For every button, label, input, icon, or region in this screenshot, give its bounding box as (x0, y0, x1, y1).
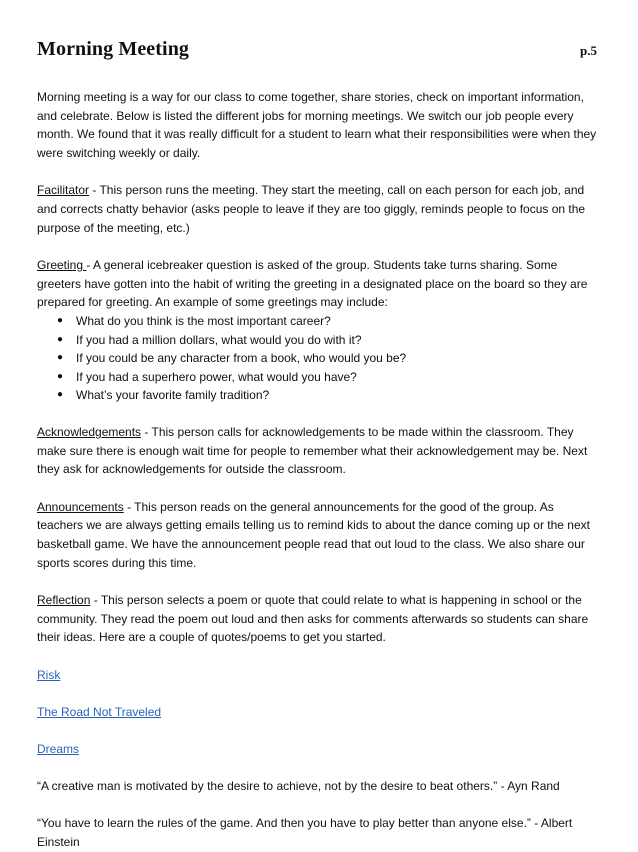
bullet-icon: ● (57, 370, 64, 382)
page-header (37, 38, 599, 68)
facilitator-heading: Facilitator (37, 183, 90, 198)
greeting-paragraph (37, 256, 599, 312)
list-item: ● If you had a superhero power, what would you have? (51, 368, 599, 387)
acknowledgements-heading: Acknowledgements (37, 425, 142, 440)
bullet-icon: ● (57, 315, 64, 327)
page-title: Morning Meeting (37, 38, 190, 60)
greeting-heading: Greeting (37, 257, 87, 272)
announcements-text: - This person reads on the general announcements for the good of the group. As teachers we are always getting emails telling us to remind kids to about the dance coming up or the next basketball game. We have the announcement people read that out loud to the class. We also share our sports scores during this time. (37, 499, 590, 570)
list-item: ● What’s your favorite family tradition? (51, 386, 599, 405)
bullet-icon: ● (57, 389, 64, 401)
road-not-traveled-link[interactable]: The Road Not Traveled (37, 704, 162, 719)
risk-link[interactable]: Risk (37, 667, 61, 682)
list-item: ● If you could be any character from a book, who would you be? (51, 349, 599, 368)
dreams-link[interactable]: Dreams (37, 741, 80, 756)
reflection-paragraph (37, 591, 599, 647)
greeting-examples-list (37, 312, 599, 405)
announcements-paragraph (37, 498, 599, 573)
quote-ayn-rand: “A creative man is motivated by the desire to achieve, not by the desire to beat others.” - Ayn Rand (37, 779, 560, 794)
reflection-heading: Reflection (37, 592, 91, 607)
announcements-heading: Announcements (37, 499, 124, 514)
list-item: ● What do you think is the most important career? (51, 312, 599, 331)
list-item: ● If you had a million dollars, what would you do with it? (51, 331, 599, 350)
acknowledgements-text: - This person calls for acknowledgements to be made within the classroom. They make sure there is enough wait time for people to remember what their acknowledgement may be. Next they ask for acknowledgements for outside the classroom. (37, 425, 588, 477)
link-line-road (37, 703, 599, 722)
facilitator-text: - This person runs the meeting. They start the meeting, call on each person for each job, and and corrects chatty behavior (asks people to leave if they are too giggly, reminds people to focus on the purpose of the meeting, etc.) (37, 183, 586, 235)
reflection-text: - This person selects a poem or quote that could relate to what is happening in school or the community. They read the poem out loud and then asks for comments afterwards so students can share their ideas. Here are a couple of quotes/poems to get you started. (37, 592, 589, 645)
document-page (37, 38, 599, 852)
bullet-icon: ● (57, 352, 64, 364)
bullet-icon: ● (57, 333, 64, 345)
acknowledgements-paragraph (37, 423, 599, 479)
link-line-risk (37, 666, 599, 685)
facilitator-paragraph (37, 181, 599, 237)
link-line-dreams (37, 740, 599, 759)
intro-paragraph: Morning meeting is a way for our class to come together, share stories, check on important information, and celebrate. Below is listed the different jobs for morning meetings. We switch our job people every month. We found that it was really difficult for a student to learn what their responsibilities were when they were switching weekly or daily. (37, 90, 597, 161)
quote-albert-einstein: “You have to learn the rules of the game. And then you have to play better than anyone else.” - Albert Einstein (37, 816, 573, 850)
page-number: p.5 (580, 43, 597, 58)
greeting-text: - A general icebreaker question is asked of the group. Students take turns sharing. Some greeters have gotten into the habit of writing the greeting in a designated place on the board so they are prepared for greeting. An example of some greetings may include: (37, 257, 588, 310)
